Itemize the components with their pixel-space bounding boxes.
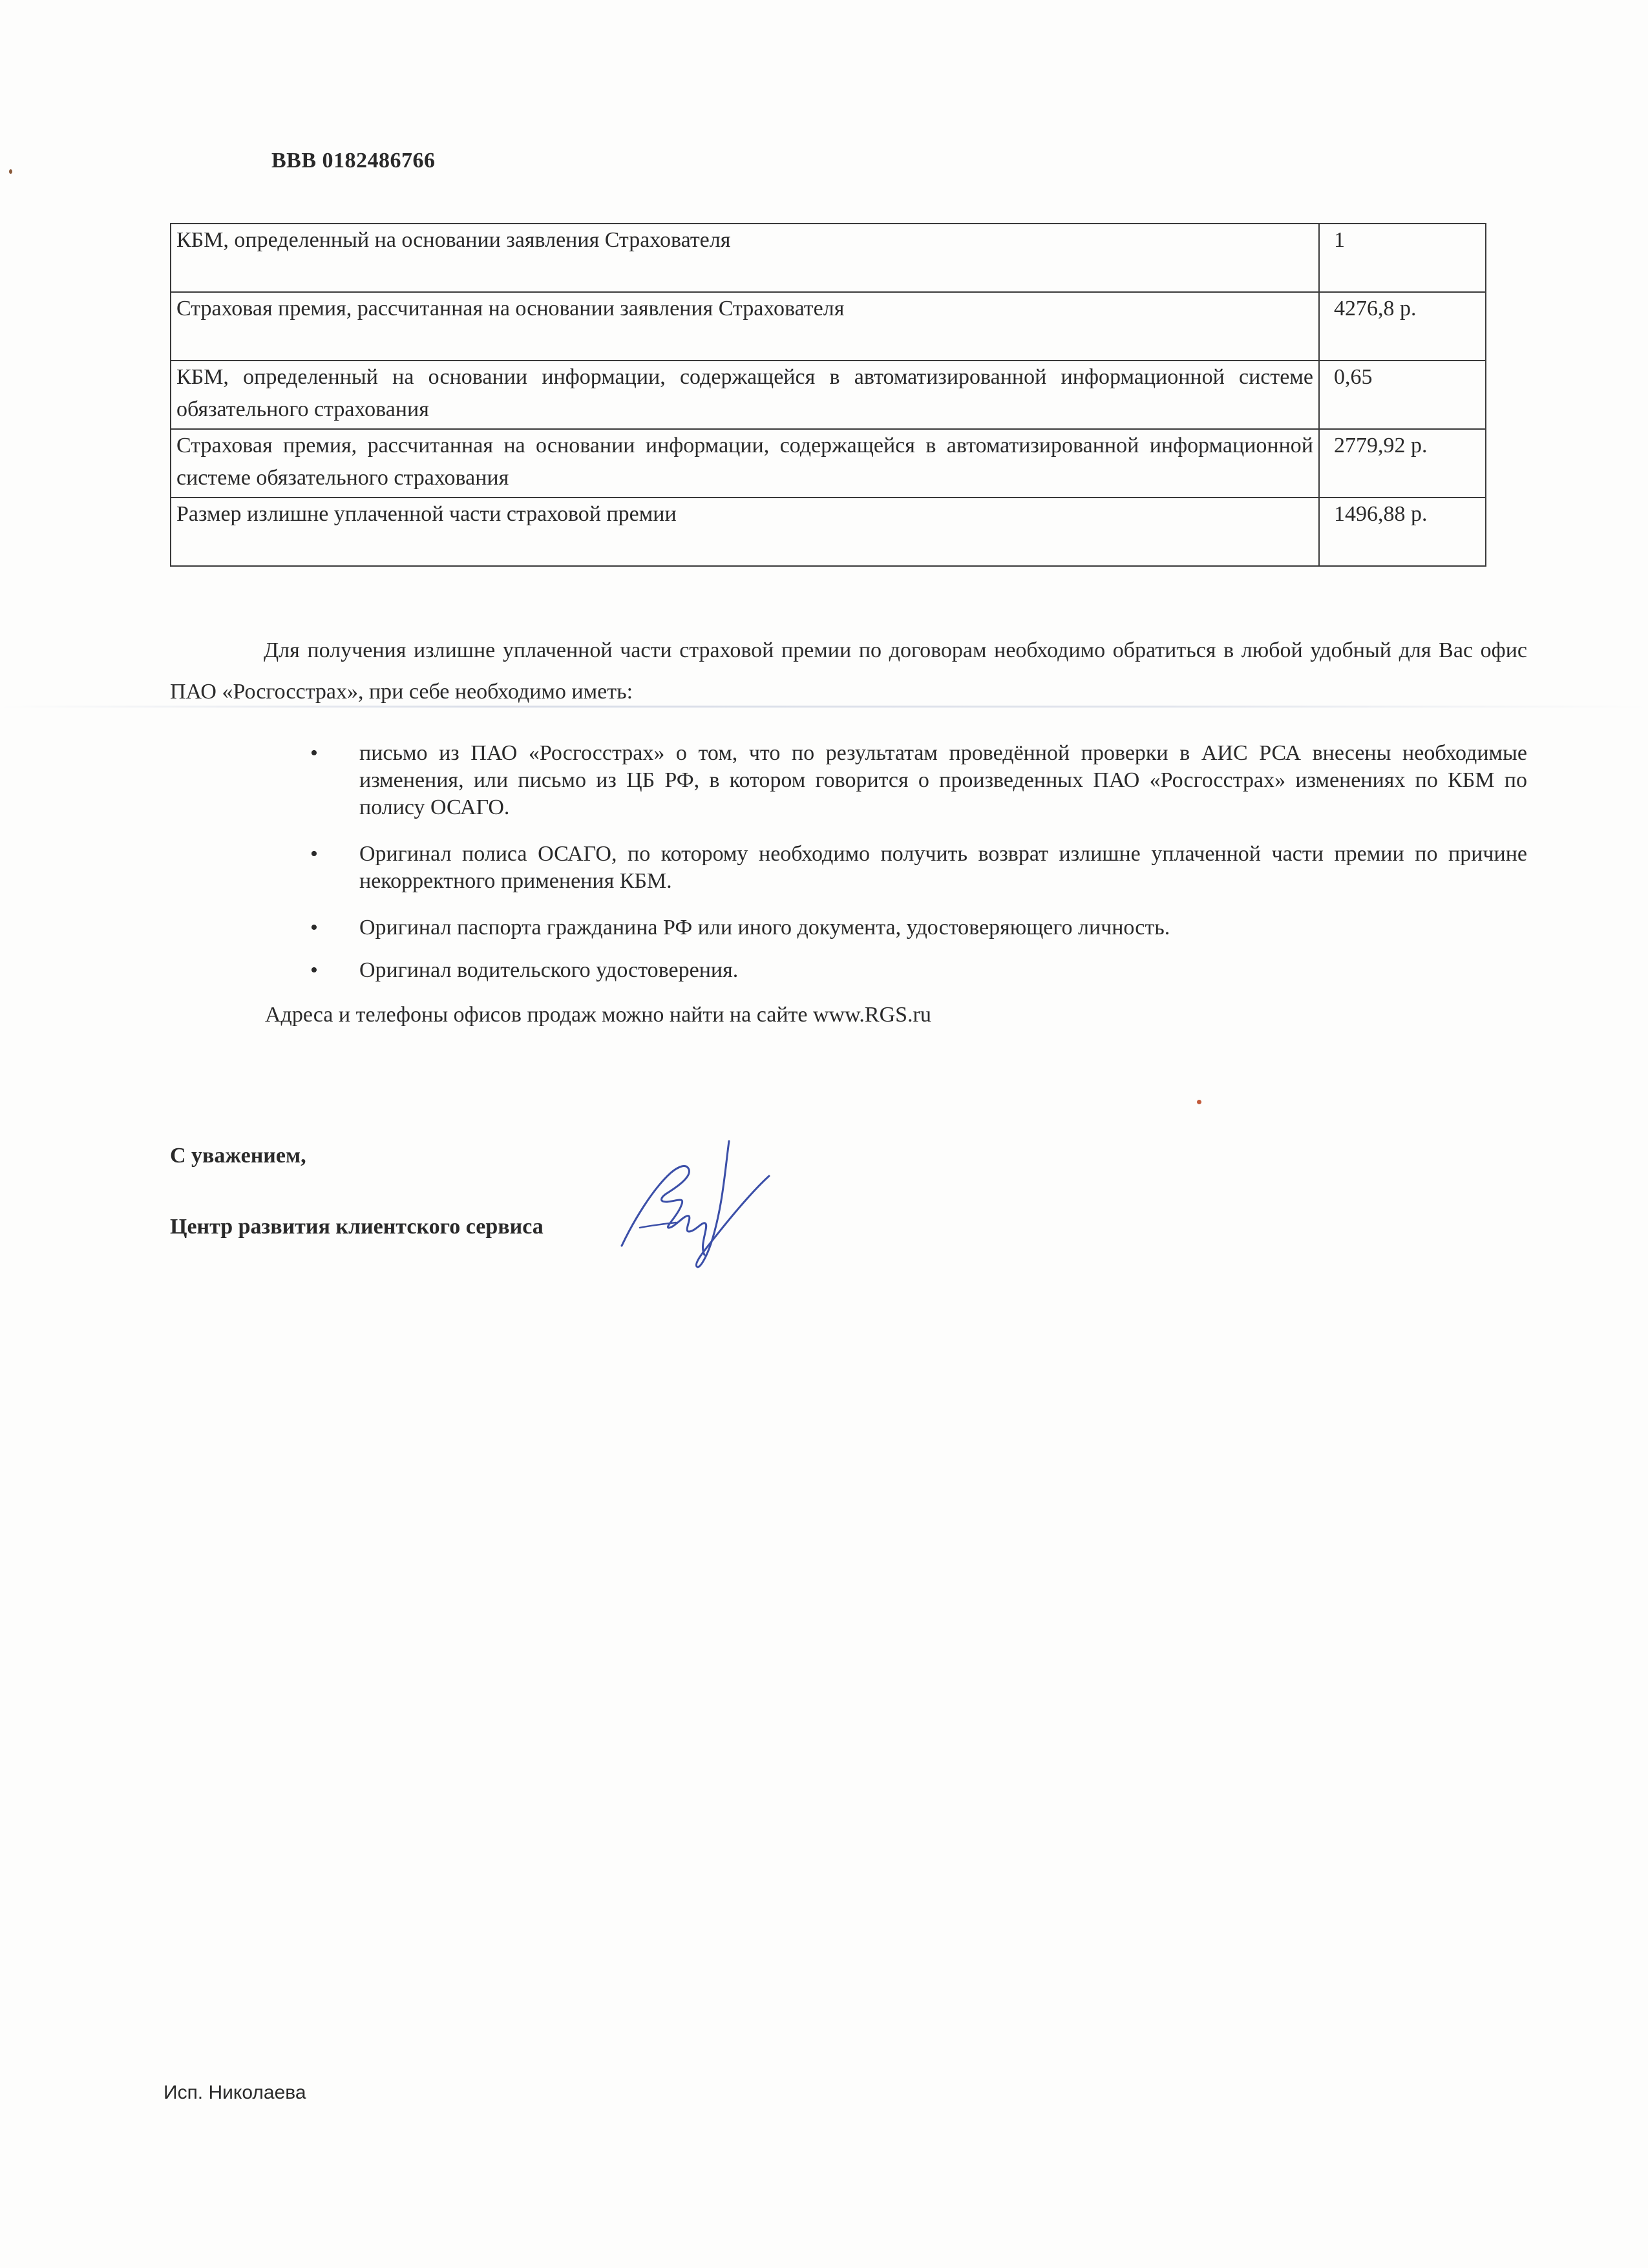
- bullet-icon: •: [310, 958, 318, 982]
- policy-number: ВВВ 0182486766: [271, 149, 436, 173]
- requirement-item: [310, 841, 1527, 895]
- kbm-table-row: [171, 498, 1486, 566]
- kbm-row-value: 1496,88 р.: [1319, 498, 1486, 566]
- kbm-table-row: [171, 292, 1486, 361]
- executor-name: Исп. Николаева: [164, 2082, 306, 2103]
- kbm-row-value: 0,65: [1319, 361, 1486, 429]
- kbm-row-value: 1: [1319, 224, 1486, 292]
- kbm-row-value: 4276,8 р.: [1319, 292, 1486, 361]
- scan-speck: [1197, 1100, 1201, 1104]
- bullet-icon: •: [310, 842, 318, 866]
- kbm-row-value: 2779,92 р.: [1319, 429, 1486, 498]
- kbm-row-label: Страховая премия, рассчитанная на основании информации, содержащейся в автоматизированной информационной системе обязательного страхования: [171, 429, 1319, 498]
- kbm-table-row: [171, 361, 1486, 429]
- bullet-icon: •: [310, 741, 318, 765]
- kbm-table-row: [171, 224, 1486, 292]
- kbm-row-label: КБМ, определенный на основании заявления Страхователя: [171, 224, 1319, 292]
- scan-speck: [9, 169, 12, 174]
- closing-regards: С уважением,: [170, 1144, 306, 1168]
- requirement-text: Оригинал полиса ОСАГО, по которому необходимо получить возврат излишне уплаченной части премии по причине некорректного применения КБМ.: [359, 842, 1527, 893]
- requirement-text: Оригинал паспорта гражданина РФ или иного документа, удостоверяющего личность.: [359, 916, 1170, 940]
- requirement-text: Оригинал водительского удостоверения.: [359, 958, 739, 982]
- requirement-item: [310, 957, 1527, 984]
- requirement-item: [310, 740, 1527, 821]
- requirement-item: [310, 914, 1527, 941]
- handwritten-signature: [614, 1137, 801, 1286]
- requirement-text: письмо из ПАО «Росгосстрах» о том, что по результатам проведённой проверки в АИС РСА внесены необходимые изменения, или письмо из ЦБ РФ, в котором говорится о произведенных ПАО «Росгосстрах» изменениях по КБМ по полису ОСАГО.: [359, 741, 1527, 819]
- closing-department: Центр развития клиентского сервиса: [170, 1215, 544, 1239]
- kbm-table-row: [171, 429, 1486, 498]
- bullet-icon: •: [310, 916, 318, 940]
- intro-paragraph: Для получения излишне уплаченной части страховой премии по договорам необходимо обратиться в любой удобный для Вас офис ПАО «Росгосстрах», при себе необходимо иметь:: [170, 638, 1527, 704]
- kbm-row-label: КБМ, определенный на основании информации, содержащейся в автоматизированной информационной системе обязательного страхования: [171, 361, 1319, 429]
- address-note: Адреса и телефоны офисов продаж можно найти на сайте www.RGS.ru: [265, 1003, 931, 1027]
- kbm-row-label: Страховая премия, рассчитанная на основании заявления Страхователя: [171, 292, 1319, 361]
- requirements-list: [310, 740, 1527, 1000]
- kbm-table: [170, 223, 1486, 567]
- kbm-row-label: Размер излишне уплаченной части страховой премии: [171, 498, 1319, 566]
